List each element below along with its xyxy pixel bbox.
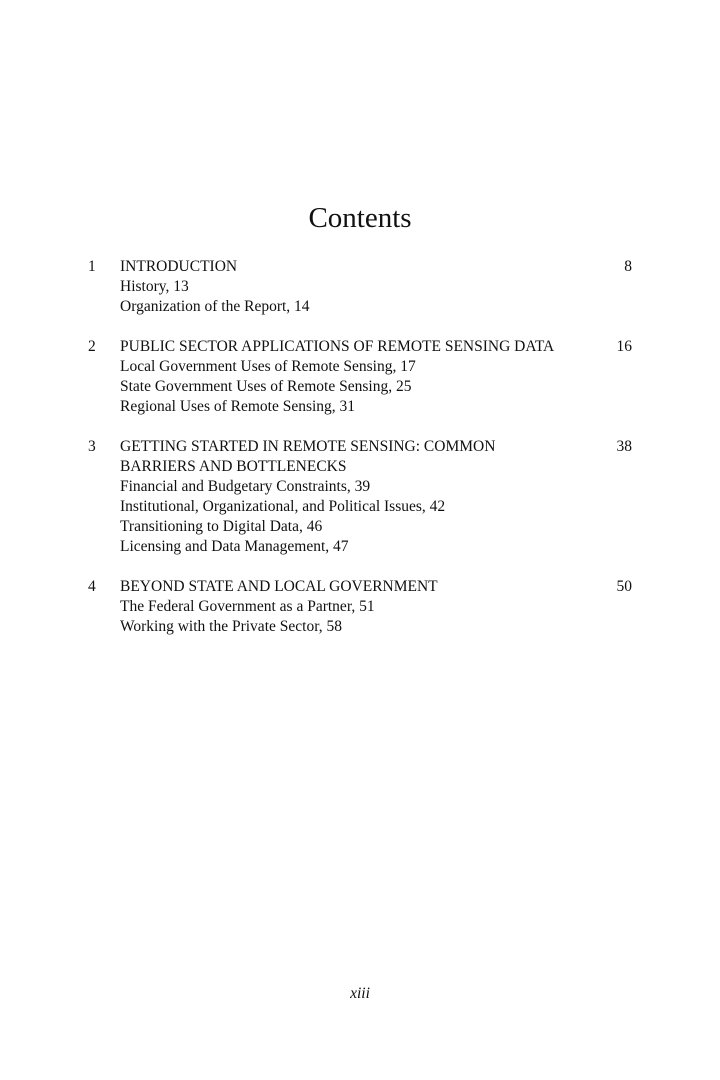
- chapter-page-number: 16: [616, 338, 632, 355]
- section-entry: Organization of the Report, 14: [120, 298, 310, 315]
- chapter-title: BEYOND STATE AND LOCAL GOVERNMENT: [120, 578, 438, 595]
- table-of-contents: [88, 257, 632, 657]
- chapter-page-number: 38: [616, 438, 632, 455]
- chapter-page-number: 8: [624, 258, 632, 275]
- section-entry: State Government Uses of Remote Sensing, 25: [120, 378, 412, 395]
- chapter-title: INTRODUCTION: [120, 258, 238, 275]
- page-folio: xiii: [350, 985, 370, 1002]
- page-title: Contents: [308, 202, 412, 234]
- chapter-title: PUBLIC SECTOR APPLICATIONS OF REMOTE SENSING DATA: [120, 338, 555, 355]
- chapter-page-number: 50: [616, 578, 632, 595]
- section-entry: Institutional, Organizational, and Political Issues, 42: [120, 498, 446, 515]
- section-entry: Regional Uses of Remote Sensing, 31: [120, 398, 356, 415]
- chapter-number: 4: [88, 578, 96, 595]
- section-entry: Working with the Private Sector, 58: [120, 618, 342, 635]
- chapter-title: GETTING STARTED IN REMOTE SENSING: COMMON BARRIERS AND BOTTLENECKS: [120, 438, 496, 475]
- chapter-number: 3: [88, 438, 96, 455]
- section-entry: Local Government Uses of Remote Sensing, 17: [120, 358, 416, 375]
- chapter-2: [88, 337, 632, 417]
- section-entry: Financial and Budgetary Constraints, 39: [120, 478, 371, 495]
- chapter-1: [88, 257, 632, 317]
- chapter-number: 2: [88, 338, 96, 355]
- section-entry: History, 13: [120, 278, 189, 295]
- section-entry: Licensing and Data Management, 47: [120, 538, 349, 555]
- chapter-number: 1: [88, 258, 96, 275]
- chapter-3: [88, 437, 632, 557]
- section-entry: Transitioning to Digital Data, 46: [120, 518, 323, 535]
- chapter-4: [88, 577, 632, 637]
- section-entry: The Federal Government as a Partner, 51: [120, 598, 375, 615]
